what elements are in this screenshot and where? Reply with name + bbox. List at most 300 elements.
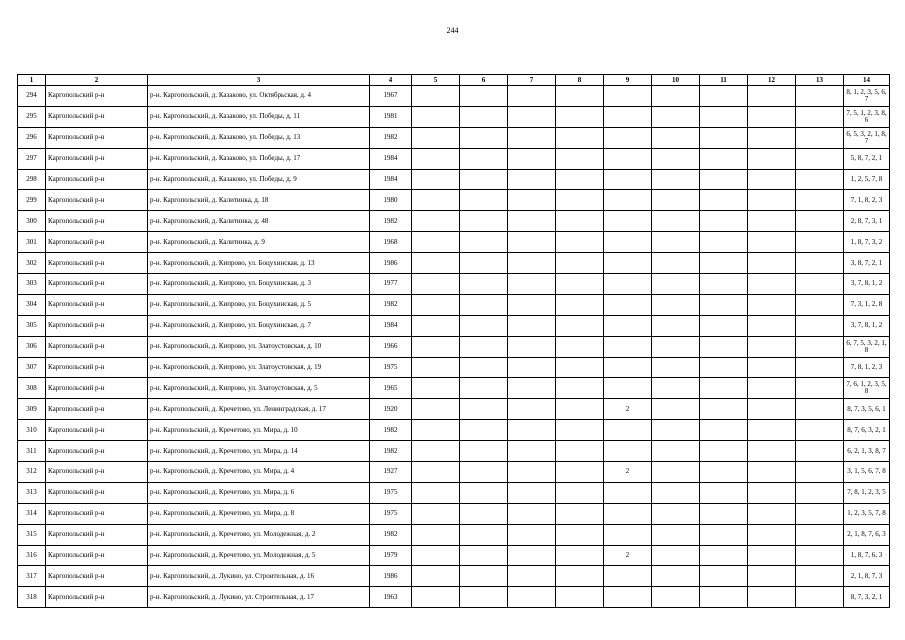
district-cell: Каргопольский р-н — [46, 86, 148, 107]
empty-cell — [652, 315, 700, 336]
empty-cell — [508, 420, 556, 441]
empty-cell — [748, 503, 796, 524]
row-number-cell: 294 — [18, 86, 46, 107]
empty-cell — [748, 462, 796, 483]
empty-cell — [460, 253, 508, 274]
table-row — [18, 169, 890, 190]
row-number-cell: 296 — [18, 127, 46, 148]
empty-cell — [796, 211, 844, 232]
district-cell: Каргопольский р-н — [46, 420, 148, 441]
address-cell: р-н. Каргопольский, д. Кипрово, ул. Боцухинская, д. 13 — [148, 253, 370, 274]
empty-cell — [748, 127, 796, 148]
empty-cell — [748, 566, 796, 587]
empty-cell — [556, 127, 604, 148]
empty-cell — [652, 190, 700, 211]
table-row — [18, 274, 890, 295]
codes-cell: 3, 7, 8, 1, 2 — [844, 274, 890, 295]
address-cell: р-н. Каргопольский, д. Кречетово, ул. Мира, д. 10 — [148, 420, 370, 441]
empty-cell — [508, 211, 556, 232]
empty-cell — [460, 399, 508, 420]
column-9-cell — [604, 357, 652, 378]
empty-cell — [508, 190, 556, 211]
empty-cell — [508, 127, 556, 148]
empty-cell — [556, 274, 604, 295]
empty-cell — [412, 106, 460, 127]
empty-cell — [652, 503, 700, 524]
district-cell: Каргопольский р-н — [46, 566, 148, 587]
year-cell: 1982 — [370, 294, 412, 315]
row-number-cell: 300 — [18, 211, 46, 232]
row-number-cell: 307 — [18, 357, 46, 378]
empty-cell — [556, 106, 604, 127]
empty-cell — [460, 587, 508, 608]
housing-registry-table — [17, 74, 890, 608]
empty-cell — [556, 86, 604, 107]
column-9-cell — [604, 232, 652, 253]
empty-cell — [652, 336, 700, 357]
empty-cell — [412, 86, 460, 107]
empty-cell — [700, 357, 748, 378]
empty-cell — [748, 587, 796, 608]
column-header-8: 8 — [556, 75, 604, 86]
empty-cell — [748, 378, 796, 399]
row-number-cell: 303 — [18, 274, 46, 295]
codes-cell: 8, 7, 3, 5, 6, 1 — [844, 399, 890, 420]
empty-cell — [700, 420, 748, 441]
empty-cell — [412, 482, 460, 503]
address-cell: р-н. Каргопольский, д. Казаково, ул. Октябрьская, д. 4 — [148, 86, 370, 107]
codes-cell: 3, 8, 7, 2, 1 — [844, 253, 890, 274]
empty-cell — [748, 86, 796, 107]
empty-cell — [796, 357, 844, 378]
address-cell: р-н. Каргопольский, д. Кречетово, ул. Мира, д. 14 — [148, 441, 370, 462]
column-9-cell — [604, 441, 652, 462]
empty-cell — [460, 524, 508, 545]
district-cell: Каргопольский р-н — [46, 106, 148, 127]
address-cell: р-н. Каргопольский, д. Кипрово, ул. Златоустовская, д. 19 — [148, 357, 370, 378]
empty-cell — [700, 441, 748, 462]
district-cell: Каргопольский р-н — [46, 232, 148, 253]
column-9-cell — [604, 169, 652, 190]
row-number-cell: 313 — [18, 482, 46, 503]
empty-cell — [556, 566, 604, 587]
row-number-cell: 314 — [18, 503, 46, 524]
codes-cell: 6, 7, 5, 3, 2, 1, 8 — [844, 336, 890, 357]
year-cell: 1975 — [370, 482, 412, 503]
column-9-cell — [604, 524, 652, 545]
address-cell: р-н. Каргопольский, д. Калитинка, д. 48 — [148, 211, 370, 232]
column-9-cell — [604, 336, 652, 357]
column-9-cell — [604, 211, 652, 232]
table-row — [18, 336, 890, 357]
empty-cell — [700, 566, 748, 587]
empty-cell — [508, 399, 556, 420]
empty-cell — [508, 587, 556, 608]
row-number-cell: 311 — [18, 441, 46, 462]
empty-cell — [700, 482, 748, 503]
table-row — [18, 545, 890, 566]
column-header-7: 7 — [508, 75, 556, 86]
empty-cell — [460, 378, 508, 399]
table-row — [18, 441, 890, 462]
empty-cell — [508, 462, 556, 483]
empty-cell — [652, 462, 700, 483]
empty-cell — [652, 253, 700, 274]
year-cell: 1975 — [370, 357, 412, 378]
empty-cell — [748, 253, 796, 274]
empty-cell — [508, 357, 556, 378]
district-cell: Каргопольский р-н — [46, 503, 148, 524]
codes-cell: 2, 1, 8, 7, 3 — [844, 566, 890, 587]
column-9-cell — [604, 274, 652, 295]
empty-cell — [508, 378, 556, 399]
empty-cell — [652, 587, 700, 608]
empty-cell — [508, 566, 556, 587]
address-cell: р-н. Каргопольский, д. Кипрово, ул. Боцухинская, д. 7 — [148, 315, 370, 336]
row-number-cell: 317 — [18, 566, 46, 587]
empty-cell — [748, 232, 796, 253]
empty-cell — [700, 169, 748, 190]
district-cell: Каргопольский р-н — [46, 482, 148, 503]
empty-cell — [796, 441, 844, 462]
empty-cell — [748, 148, 796, 169]
empty-cell — [556, 294, 604, 315]
address-cell: р-н. Каргопольский, д. Кречетово, ул. Молодежная, д. 2 — [148, 524, 370, 545]
empty-cell — [460, 545, 508, 566]
empty-cell — [460, 441, 508, 462]
empty-cell — [556, 482, 604, 503]
year-cell: 1977 — [370, 274, 412, 295]
district-cell: Каргопольский р-н — [46, 378, 148, 399]
address-cell: р-н. Каргопольский, д. Кипрово, ул. Боцухинская, д. 3 — [148, 274, 370, 295]
empty-cell — [460, 106, 508, 127]
codes-cell: 2, 8, 7, 3, 1 — [844, 211, 890, 232]
empty-cell — [556, 545, 604, 566]
year-cell: 1968 — [370, 232, 412, 253]
empty-cell — [508, 524, 556, 545]
column-header-14: 14 — [844, 75, 890, 86]
address-cell: р-н. Каргопольский, д. Кречетово, ул. Мира, д. 4 — [148, 462, 370, 483]
empty-cell — [796, 524, 844, 545]
empty-cell — [748, 315, 796, 336]
empty-cell — [508, 545, 556, 566]
empty-cell — [556, 378, 604, 399]
empty-cell — [412, 420, 460, 441]
empty-cell — [412, 587, 460, 608]
year-cell: 1963 — [370, 587, 412, 608]
empty-cell — [652, 378, 700, 399]
column-header-3: 3 — [148, 75, 370, 86]
address-cell: р-н. Каргопольский, д. Лукино, ул. Строительная, д. 17 — [148, 587, 370, 608]
empty-cell — [556, 587, 604, 608]
row-number-cell: 299 — [18, 190, 46, 211]
empty-cell — [412, 211, 460, 232]
column-header-9: 9 — [604, 75, 652, 86]
empty-cell — [700, 127, 748, 148]
column-header-13: 13 — [796, 75, 844, 86]
empty-cell — [460, 357, 508, 378]
empty-cell — [460, 169, 508, 190]
column-9-cell: 2 — [604, 545, 652, 566]
district-cell: Каргопольский р-н — [46, 190, 148, 211]
table-row — [18, 148, 890, 169]
row-number-cell: 301 — [18, 232, 46, 253]
empty-cell — [412, 378, 460, 399]
empty-cell — [796, 336, 844, 357]
table-row — [18, 420, 890, 441]
empty-cell — [508, 169, 556, 190]
column-header-1: 1 — [18, 75, 46, 86]
table-row — [18, 190, 890, 211]
empty-cell — [508, 106, 556, 127]
empty-cell — [652, 232, 700, 253]
empty-cell — [412, 399, 460, 420]
column-header-10: 10 — [652, 75, 700, 86]
address-cell: р-н. Каргопольский, д. Кипрово, ул. Златоустовская, д. 5 — [148, 378, 370, 399]
year-cell: 1982 — [370, 420, 412, 441]
empty-cell — [796, 315, 844, 336]
empty-cell — [556, 441, 604, 462]
year-cell: 1967 — [370, 86, 412, 107]
empty-cell — [652, 420, 700, 441]
year-cell: 1982 — [370, 524, 412, 545]
row-number-cell: 318 — [18, 587, 46, 608]
empty-cell — [748, 399, 796, 420]
empty-cell — [652, 127, 700, 148]
address-cell: р-н. Каргопольский, д. Кречетово, ул. Мира, д. 6 — [148, 482, 370, 503]
column-9-cell — [604, 294, 652, 315]
empty-cell — [796, 106, 844, 127]
year-cell: 1982 — [370, 211, 412, 232]
district-cell: Каргопольский р-н — [46, 253, 148, 274]
address-cell: р-н. Каргопольский, д. Казаково, ул. Победы, д. 9 — [148, 169, 370, 190]
empty-cell — [700, 315, 748, 336]
empty-cell — [700, 503, 748, 524]
empty-cell — [508, 294, 556, 315]
codes-cell: 7, 8, 1, 2, 3, 5 — [844, 482, 890, 503]
empty-cell — [412, 274, 460, 295]
table-row — [18, 503, 890, 524]
year-cell: 1984 — [370, 315, 412, 336]
empty-cell — [652, 148, 700, 169]
row-number-cell: 308 — [18, 378, 46, 399]
codes-cell: 5, 8, 7, 2, 1 — [844, 148, 890, 169]
column-header-6: 6 — [460, 75, 508, 86]
column-9-cell — [604, 420, 652, 441]
empty-cell — [412, 315, 460, 336]
empty-cell — [508, 336, 556, 357]
row-number-cell: 304 — [18, 294, 46, 315]
address-cell: р-н. Каргопольский, д. Кречетово, ул. Мира, д. 8 — [148, 503, 370, 524]
empty-cell — [796, 294, 844, 315]
empty-cell — [556, 524, 604, 545]
empty-cell — [796, 169, 844, 190]
empty-cell — [748, 274, 796, 295]
year-cell: 1966 — [370, 336, 412, 357]
empty-cell — [700, 462, 748, 483]
empty-cell — [412, 190, 460, 211]
table-row — [18, 315, 890, 336]
empty-cell — [748, 441, 796, 462]
empty-cell — [508, 148, 556, 169]
row-number-cell: 310 — [18, 420, 46, 441]
empty-cell — [796, 587, 844, 608]
empty-cell — [460, 148, 508, 169]
empty-cell — [748, 420, 796, 441]
row-number-cell: 312 — [18, 462, 46, 483]
empty-cell — [460, 315, 508, 336]
empty-cell — [652, 566, 700, 587]
empty-cell — [700, 190, 748, 211]
header-row — [18, 75, 890, 86]
year-cell: 1984 — [370, 169, 412, 190]
empty-cell — [700, 106, 748, 127]
empty-cell — [412, 503, 460, 524]
empty-cell — [700, 399, 748, 420]
empty-cell — [748, 190, 796, 211]
empty-cell — [460, 86, 508, 107]
year-cell: 1965 — [370, 378, 412, 399]
column-9-cell — [604, 378, 652, 399]
table-row — [18, 587, 890, 608]
address-cell: р-н. Каргопольский, д. Калитинка, д. 9 — [148, 232, 370, 253]
empty-cell — [748, 211, 796, 232]
empty-cell — [508, 86, 556, 107]
empty-cell — [700, 211, 748, 232]
address-cell: р-н. Каргопольский, д. Кипрово, ул. Боцухинская, д. 5 — [148, 294, 370, 315]
row-number-cell: 316 — [18, 545, 46, 566]
district-cell: Каргопольский р-н — [46, 294, 148, 315]
column-header-12: 12 — [748, 75, 796, 86]
empty-cell — [556, 315, 604, 336]
year-cell: 1986 — [370, 566, 412, 587]
district-cell: Каргопольский р-н — [46, 545, 148, 566]
empty-cell — [460, 190, 508, 211]
table-row — [18, 127, 890, 148]
empty-cell — [460, 211, 508, 232]
empty-cell — [700, 524, 748, 545]
empty-cell — [460, 127, 508, 148]
row-number-cell: 297 — [18, 148, 46, 169]
address-cell: р-н. Каргопольский, д. Кречетово, ул. Ленинградская, д. 17 — [148, 399, 370, 420]
column-9-cell — [604, 503, 652, 524]
empty-cell — [700, 232, 748, 253]
empty-cell — [700, 294, 748, 315]
district-cell: Каргопольский р-н — [46, 148, 148, 169]
empty-cell — [556, 211, 604, 232]
table-row — [18, 211, 890, 232]
table-row — [18, 253, 890, 274]
district-cell: Каргопольский р-н — [46, 587, 148, 608]
table-row — [18, 482, 890, 503]
empty-cell — [460, 566, 508, 587]
empty-cell — [748, 545, 796, 566]
empty-cell — [652, 294, 700, 315]
empty-cell — [796, 148, 844, 169]
empty-cell — [748, 169, 796, 190]
empty-cell — [556, 148, 604, 169]
empty-cell — [508, 253, 556, 274]
empty-cell — [748, 482, 796, 503]
empty-cell — [796, 253, 844, 274]
column-9-cell — [604, 86, 652, 107]
row-number-cell: 305 — [18, 315, 46, 336]
year-cell: 1981 — [370, 106, 412, 127]
codes-cell: 6, 5, 3, 2, 1, 8, 7 — [844, 127, 890, 148]
empty-cell — [748, 294, 796, 315]
year-cell: 1975 — [370, 503, 412, 524]
column-header-11: 11 — [700, 75, 748, 86]
empty-cell — [556, 190, 604, 211]
empty-cell — [412, 441, 460, 462]
codes-cell: 7, 6, 1, 2, 3, 5, 8 — [844, 378, 890, 399]
table-row — [18, 106, 890, 127]
column-9-cell — [604, 127, 652, 148]
empty-cell — [796, 274, 844, 295]
table-body — [18, 86, 890, 608]
empty-cell — [652, 545, 700, 566]
district-cell: Каргопольский р-н — [46, 169, 148, 190]
codes-cell: 2, 1, 8, 7, 6, 3 — [844, 524, 890, 545]
codes-cell: 8, 7, 6, 3, 2, 1 — [844, 420, 890, 441]
empty-cell — [556, 336, 604, 357]
empty-cell — [652, 524, 700, 545]
empty-cell — [412, 294, 460, 315]
table-row — [18, 232, 890, 253]
empty-cell — [460, 232, 508, 253]
empty-cell — [508, 232, 556, 253]
empty-cell — [508, 503, 556, 524]
empty-cell — [796, 127, 844, 148]
empty-cell — [748, 336, 796, 357]
year-cell: 1927 — [370, 462, 412, 483]
empty-cell — [556, 253, 604, 274]
address-cell: р-н. Каргопольский, д. Кречетово, ул. Молодежная, д. 5 — [148, 545, 370, 566]
table-row — [18, 378, 890, 399]
column-header-5: 5 — [412, 75, 460, 86]
empty-cell — [556, 357, 604, 378]
empty-cell — [556, 462, 604, 483]
column-9-cell: 2 — [604, 399, 652, 420]
table-row — [18, 566, 890, 587]
table-row — [18, 86, 890, 107]
empty-cell — [700, 587, 748, 608]
codes-cell: 1, 2, 5, 7, 8 — [844, 169, 890, 190]
district-cell: Каргопольский р-н — [46, 274, 148, 295]
empty-cell — [412, 148, 460, 169]
year-cell: 1982 — [370, 441, 412, 462]
column-9-cell — [604, 482, 652, 503]
table-row — [18, 294, 890, 315]
empty-cell — [796, 566, 844, 587]
empty-cell — [652, 106, 700, 127]
year-cell: 1979 — [370, 545, 412, 566]
column-9-cell: 2 — [604, 462, 652, 483]
column-9-cell — [604, 566, 652, 587]
codes-cell: 6, 2, 1, 3, 8, 7 — [844, 441, 890, 462]
empty-cell — [412, 357, 460, 378]
district-cell: Каргопольский р-н — [46, 441, 148, 462]
empty-cell — [508, 274, 556, 295]
district-cell: Каргопольский р-н — [46, 336, 148, 357]
empty-cell — [796, 545, 844, 566]
codes-cell: 1, 8, 7, 6, 3 — [844, 545, 890, 566]
codes-cell: 8, 7, 3, 2, 1 — [844, 587, 890, 608]
empty-cell — [460, 274, 508, 295]
empty-cell — [412, 566, 460, 587]
codes-cell: 3, 1, 5, 6, 7, 8 — [844, 462, 890, 483]
empty-cell — [796, 462, 844, 483]
